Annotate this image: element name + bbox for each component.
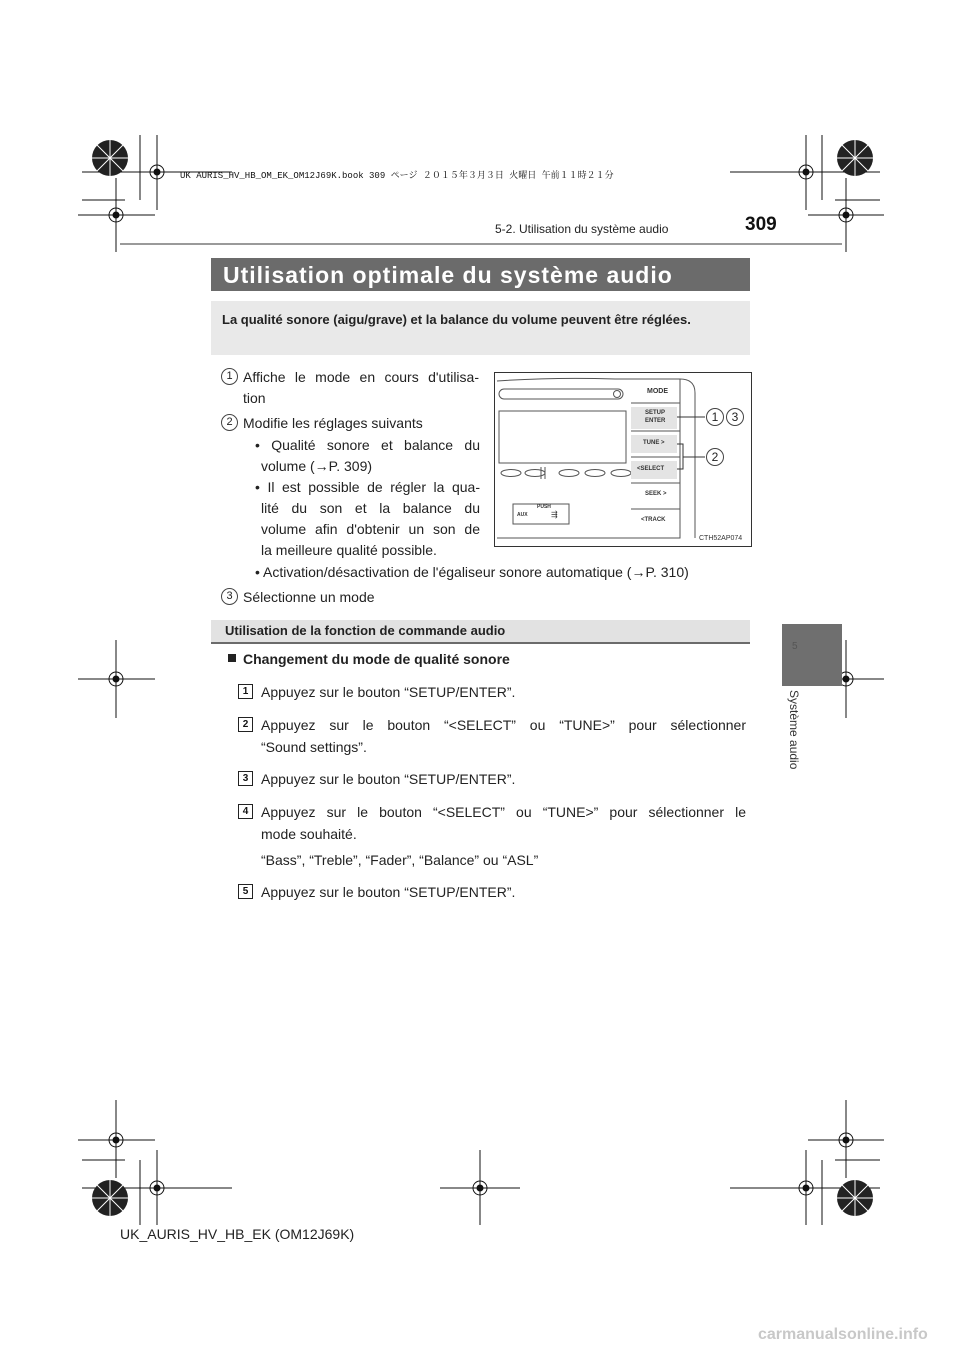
item-1-number: 1 [221, 368, 238, 385]
push-label: PUSH [537, 504, 551, 510]
bullet-2-line-3: volume afin d'obtenir un son de [261, 521, 480, 537]
callout-2: 2 [706, 448, 724, 466]
page-title: Utilisation optimale du système audio [223, 262, 673, 288]
item-1-line-1: Affiche le mode en cours d'utilisa- [243, 369, 479, 385]
track-button: <TRACK [641, 517, 666, 523]
subheading-rule [211, 642, 750, 644]
item-2-number: 2 [221, 414, 238, 431]
step-4-line-2: mode souhaité. [261, 826, 357, 842]
watermark: carmanualsonline.info [758, 1326, 928, 1343]
footer-model-code: UK_AURIS_HV_HB_EK (OM12J69K) [120, 1226, 355, 1242]
callout-1: 1 [706, 408, 724, 426]
step-2-line-1: Appuyez sur le bouton “<SELECT” ou “TUNE>” pour sélectionner [261, 717, 746, 733]
item-3-number: 3 [221, 588, 238, 605]
bullet-2-line-4: la meilleure qualité possible. [261, 542, 437, 558]
select-button: <SELECT [637, 466, 665, 472]
step-1-text: Appuyez sur le bouton “SETUP/ENTER”. [261, 684, 516, 700]
step-4-line-1: Appuyez sur le bouton “<SELECT” ou “TUNE>” pour sélectionner le [261, 804, 746, 820]
step-4-note: “Bass”, “Treble”, “Fader”, “Balance” ou “ASL” [261, 852, 539, 868]
figure-code: CTH52AP074 [699, 535, 743, 542]
intro-text: La qualité sonore (aigu/grave) et la balance du volume peuvent être réglées. [222, 312, 691, 327]
chapter-tab-number: 5 [792, 641, 798, 652]
chapter-tab-label: Système audio [787, 690, 801, 770]
item-1-line-2: tion [243, 390, 266, 406]
seek-button: SEEK > [645, 491, 667, 497]
item-2-text: Modifie les réglages suivants [243, 415, 423, 431]
step-3-number: 3 [238, 771, 253, 786]
usb-icon: ⇶ [551, 510, 558, 519]
step-3-text: Appuyez sur le bouton “SETUP/ENTER”. [261, 771, 516, 787]
step-4-number: 4 [238, 804, 253, 819]
subheading: Utilisation de la fonction de commande audio [225, 623, 506, 638]
print-header: UK AURIS_HV_HB_OM_EK_OM12J69K.book 309 ページ ２０１５年３月３日 火曜日 午前１１時２１分 [180, 171, 614, 181]
audio-panel-figure [494, 372, 752, 547]
bullet-2-line-2: lité du son et la balance du [261, 500, 480, 516]
header-rule [120, 243, 842, 245]
aux-label: AUX [517, 512, 528, 518]
tune-button: TUNE > [643, 440, 665, 446]
bullet-2-line-1: • Il est possible de régler la qua- [255, 479, 480, 495]
square-bullet-icon [228, 654, 236, 662]
step-1-number: 1 [238, 684, 253, 699]
chapter-tab [782, 624, 842, 686]
step-2-number: 2 [238, 717, 253, 732]
mode-button: MODE [647, 388, 668, 395]
procedure-heading: Changement du mode de qualité sonore [243, 651, 510, 667]
step-2-line-2: “Sound settings”. [261, 739, 367, 755]
step-5-number: 5 [238, 884, 253, 899]
bullet-3-line-1: • Activation/désactivation de l'égaliseur sonore automatique (→P. 310) [255, 564, 689, 580]
item-3-text: Sélectionne un mode [243, 589, 375, 605]
step-5-text: Appuyez sur le bouton “SETUP/ENTER”. [261, 884, 516, 900]
bullet-1-line-1: • Qualité sonore et balance du [255, 437, 480, 453]
section-title: 5-2. Utilisation du système audio [495, 222, 669, 236]
page-number: 309 [745, 214, 777, 235]
callout-3: 3 [726, 408, 744, 426]
bullet-1-line-2: volume (→P. 309) [261, 458, 373, 474]
enter-button-label: ENTER [645, 418, 666, 424]
setup-button-label: SETUP [645, 410, 666, 416]
